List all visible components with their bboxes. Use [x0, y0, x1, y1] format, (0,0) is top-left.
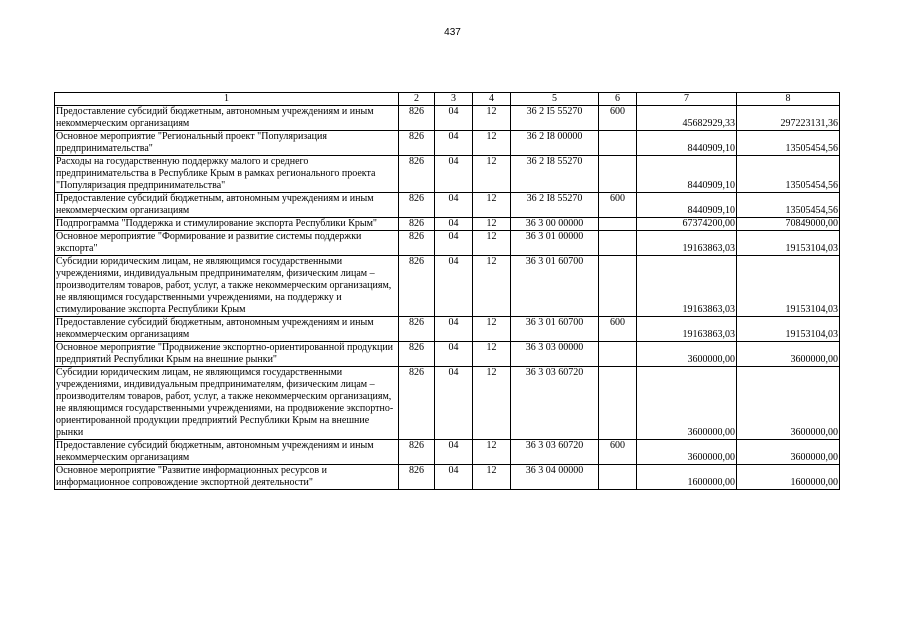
row-name: Предоставление субсидий бюджетным, автономным учреждениям и иным некоммерческим организациям	[55, 106, 399, 131]
section-code: 04	[435, 367, 473, 440]
amount-year-2: 3600000,00	[737, 342, 840, 367]
section-code: 04	[435, 465, 473, 490]
column-header: 7	[637, 93, 737, 106]
expense-type-code	[599, 256, 637, 317]
amount-year-1: 45682929,33	[637, 106, 737, 131]
expense-type-code: 600	[599, 193, 637, 218]
admin-code: 826	[399, 317, 435, 342]
admin-code: 826	[399, 342, 435, 367]
amount-year-1: 19163863,03	[637, 231, 737, 256]
expense-type-code: 600	[599, 317, 637, 342]
budget-table	[54, 92, 840, 490]
subsection-code: 12	[473, 342, 511, 367]
amount-year-2: 297223131,36	[737, 106, 840, 131]
amount-year-1: 1600000,00	[637, 465, 737, 490]
section-code: 04	[435, 440, 473, 465]
target-article-code: 36 2 I8 00000	[511, 131, 599, 156]
admin-code: 826	[399, 131, 435, 156]
admin-code: 826	[399, 218, 435, 231]
row-name: Предоставление субсидий бюджетным, автономным учреждениям и иным некоммерческим организациям	[55, 440, 399, 465]
subsection-code: 12	[473, 131, 511, 156]
row-name: Субсидии юридическим лицам, не являющимся государственными учреждениями, индивидуальным предпринимателям, физическим лицам – производителям товаров, работ, услуг, а также некоммерческим организациям, не являющимся государственными учреждениями, на поддержку и стимулирование экспорта Республики Крым	[55, 256, 399, 317]
amount-year-2: 19153104,03	[737, 317, 840, 342]
subsection-code: 12	[473, 193, 511, 218]
amount-year-1: 8440909,10	[637, 156, 737, 193]
expense-type-code	[599, 342, 637, 367]
amount-year-1: 3600000,00	[637, 342, 737, 367]
row-name: Расходы на государственную поддержку малого и среднего предпринимательства в Республике Крым в рамках регионального проекта "Популяризация предпринимательства"	[55, 156, 399, 193]
subsection-code: 12	[473, 156, 511, 193]
amount-year-2: 13505454,56	[737, 193, 840, 218]
table-row	[55, 106, 840, 131]
subsection-code: 12	[473, 231, 511, 256]
column-header: 1	[55, 93, 399, 106]
section-code: 04	[435, 317, 473, 342]
amount-year-1: 3600000,00	[637, 367, 737, 440]
row-name: Подпрограмма "Поддержка и стимулирование экспорта Республики Крым"	[55, 218, 399, 231]
column-header: 3	[435, 93, 473, 106]
amount-year-2: 19153104,03	[737, 231, 840, 256]
expense-type-code: 600	[599, 440, 637, 465]
section-code: 04	[435, 156, 473, 193]
admin-code: 826	[399, 256, 435, 317]
table-row	[55, 317, 840, 342]
column-header: 2	[399, 93, 435, 106]
column-header: 8	[737, 93, 840, 106]
subsection-code: 12	[473, 106, 511, 131]
subsection-code: 12	[473, 440, 511, 465]
admin-code: 826	[399, 440, 435, 465]
admin-code: 826	[399, 367, 435, 440]
section-code: 04	[435, 106, 473, 131]
table-row	[55, 218, 840, 231]
table-row	[55, 440, 840, 465]
amount-year-2: 13505454,56	[737, 156, 840, 193]
admin-code: 826	[399, 156, 435, 193]
amount-year-1: 8440909,10	[637, 193, 737, 218]
target-article-code: 36 2 I8 55270	[511, 193, 599, 218]
row-name: Основное мероприятие "Региональный проект "Популяризация предпринимательства"	[55, 131, 399, 156]
table-row	[55, 156, 840, 193]
expense-type-code	[599, 367, 637, 440]
table-header-row	[55, 93, 840, 106]
section-code: 04	[435, 342, 473, 367]
section-code: 04	[435, 218, 473, 231]
admin-code: 826	[399, 465, 435, 490]
row-name: Предоставление субсидий бюджетным, автономным учреждениям и иным некоммерческим организациям	[55, 317, 399, 342]
amount-year-2: 1600000,00	[737, 465, 840, 490]
target-article-code: 36 3 00 00000	[511, 218, 599, 231]
target-article-code: 36 3 04 00000	[511, 465, 599, 490]
section-code: 04	[435, 231, 473, 256]
column-header: 4	[473, 93, 511, 106]
target-article-code: 36 3 01 60700	[511, 317, 599, 342]
expense-type-code	[599, 231, 637, 256]
row-name: Основное мероприятие "Формирование и развитие системы поддержки экспорта"	[55, 231, 399, 256]
amount-year-2: 3600000,00	[737, 367, 840, 440]
amount-year-1: 3600000,00	[637, 440, 737, 465]
subsection-code: 12	[473, 367, 511, 440]
table-row	[55, 193, 840, 218]
amount-year-1: 19163863,03	[637, 256, 737, 317]
amount-year-1: 19163863,03	[637, 317, 737, 342]
amount-year-1: 8440909,10	[637, 131, 737, 156]
target-article-code: 36 3 03 00000	[511, 342, 599, 367]
subsection-code: 12	[473, 218, 511, 231]
table-row	[55, 256, 840, 317]
subsection-code: 12	[473, 317, 511, 342]
row-name: Основное мероприятие "Продвижение экспортно-ориентированной продукции предприятий Республики Крым на внешние рынки"	[55, 342, 399, 367]
expense-type-code	[599, 131, 637, 156]
expense-type-code	[599, 156, 637, 193]
table-row	[55, 342, 840, 367]
table-row	[55, 465, 840, 490]
admin-code: 826	[399, 231, 435, 256]
target-article-code: 36 3 03 60720	[511, 367, 599, 440]
amount-year-2: 3600000,00	[737, 440, 840, 465]
target-article-code: 36 2 I8 55270	[511, 156, 599, 193]
admin-code: 826	[399, 106, 435, 131]
amount-year-1: 67374200,00	[637, 218, 737, 231]
column-header: 6	[599, 93, 637, 106]
expense-type-code	[599, 465, 637, 490]
target-article-code: 36 3 01 00000	[511, 231, 599, 256]
section-code: 04	[435, 193, 473, 218]
amount-year-2: 70849000,00	[737, 218, 840, 231]
amount-year-2: 19153104,03	[737, 256, 840, 317]
admin-code: 826	[399, 193, 435, 218]
section-code: 04	[435, 131, 473, 156]
target-article-code: 36 3 01 60700	[511, 256, 599, 317]
target-article-code: 36 3 03 60720	[511, 440, 599, 465]
expense-type-code	[599, 218, 637, 231]
row-name: Основное мероприятие "Развитие информационных ресурсов и информационное сопровождение экспортной деятельности"	[55, 465, 399, 490]
table-row	[55, 231, 840, 256]
table-row	[55, 131, 840, 156]
column-header: 5	[511, 93, 599, 106]
page-number: 437	[444, 27, 461, 38]
subsection-code: 12	[473, 465, 511, 490]
expense-type-code: 600	[599, 106, 637, 131]
table-row	[55, 367, 840, 440]
amount-year-2: 13505454,56	[737, 131, 840, 156]
section-code: 04	[435, 256, 473, 317]
row-name: Предоставление субсидий бюджетным, автономным учреждениям и иным некоммерческим организациям	[55, 193, 399, 218]
target-article-code: 36 2 I5 55270	[511, 106, 599, 131]
row-name: Субсидии юридическим лицам, не являющимся государственными учреждениями, индивидуальным предпринимателям, физическим лицам – производителям товаров, работ, услуг, а также некоммерческим организациям, не являющимся государственными учреждениями, на продвижение экспортно-ориентированной продукции предприятий Республики Крым на внешние рынки	[55, 367, 399, 440]
subsection-code: 12	[473, 256, 511, 317]
